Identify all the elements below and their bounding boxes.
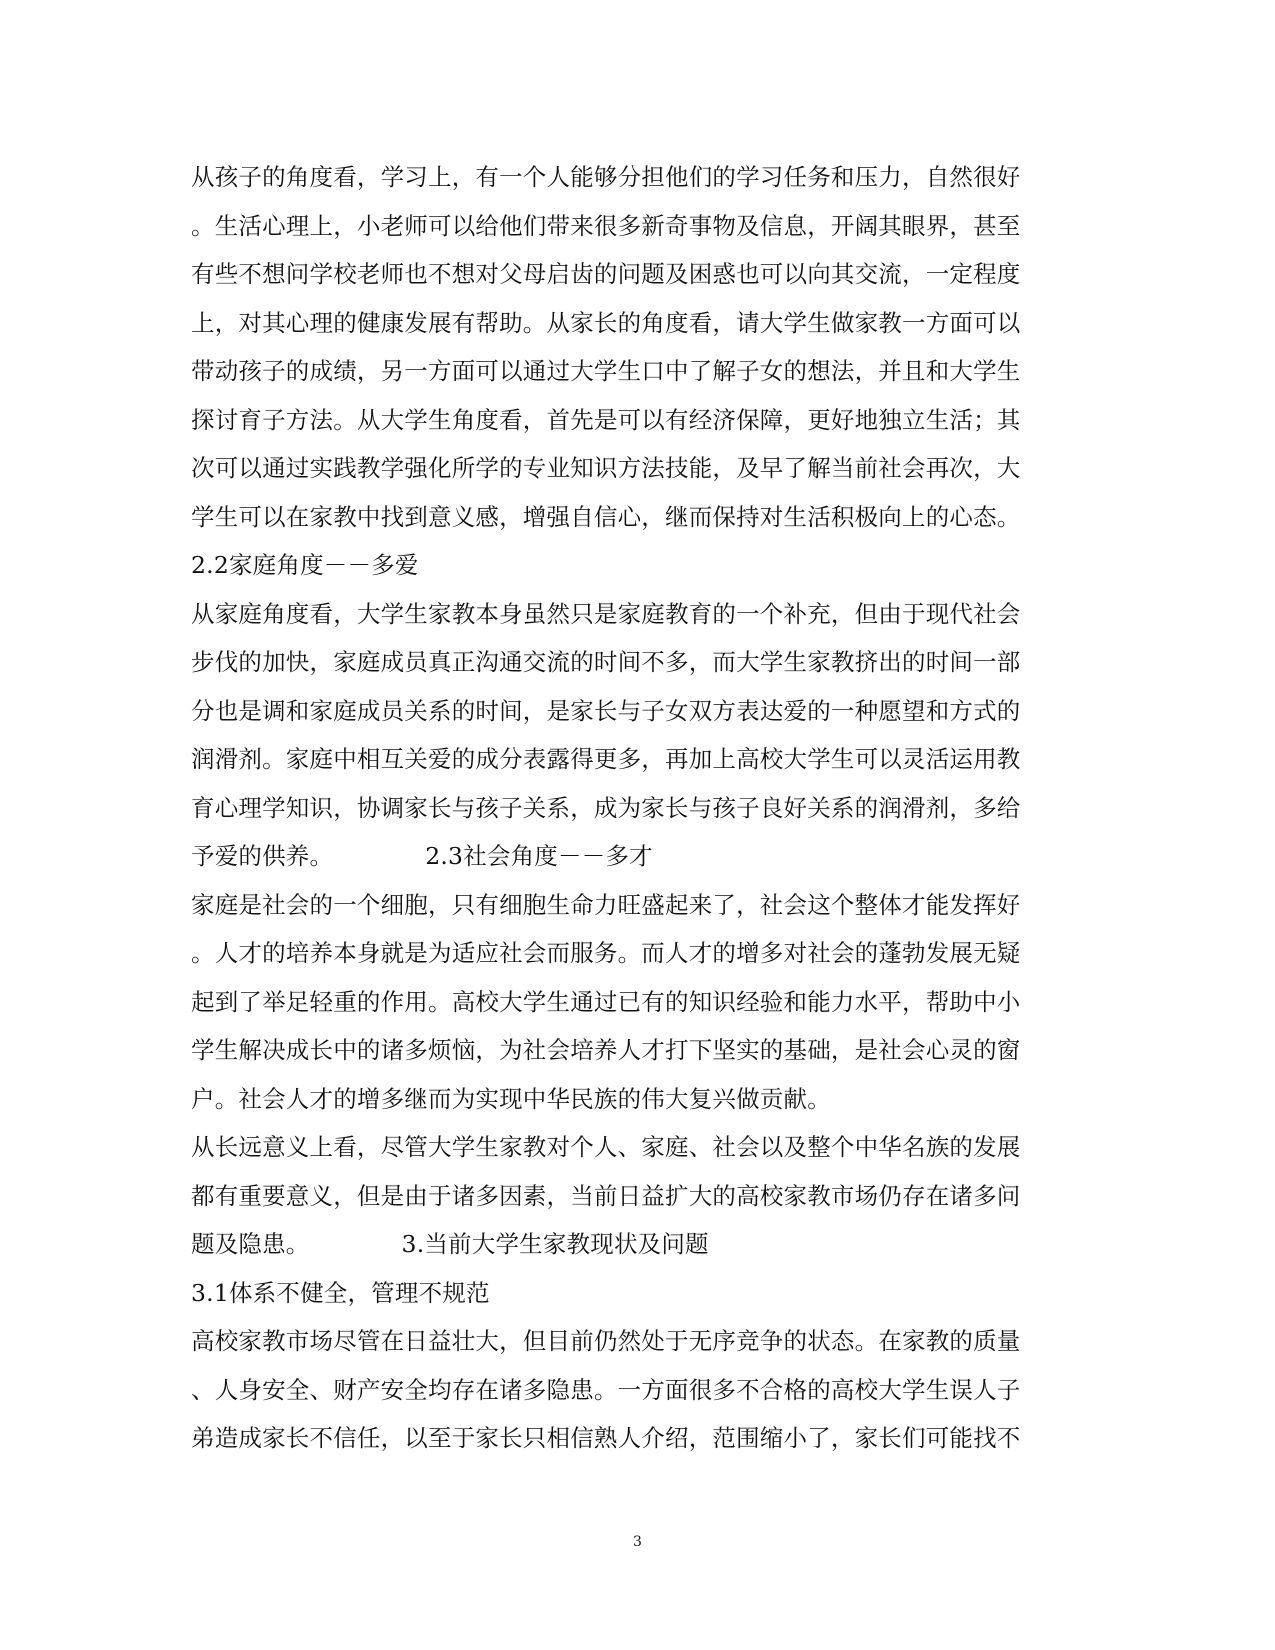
section-heading: 2.2家庭角度－－多爱	[191, 551, 419, 579]
text-line: 学生可以在家教中找到意义感，增强自信心，继而保持对生活积极向上的心态。	[191, 502, 1021, 531]
text-line: 。生活心理上，小老师可以给他们带来很多新奇事物及信息，开阔其眼界，甚至	[191, 211, 1021, 240]
text-line: 次可以通过实践教学强化所学的专业知识方法技能，及早了解当前社会再次，大	[191, 454, 1021, 482]
page-number: 3	[633, 1534, 642, 1550]
text-line: 家庭是社会的一个细胞，只有细胞生命力旺盛起来了，社会这个整体才能发挥好	[191, 890, 1021, 919]
text-line-with-heading: 予爱的供养。 2.3社会角度－－多才	[191, 842, 653, 870]
section-heading: 3.1体系不健全，管理不规范	[191, 1278, 490, 1307]
text-line: 从长远意义上看，尽管大学生家教对个人、家庭、社会以及整个中华名族的发展	[191, 1133, 1021, 1161]
text-line: 带动孩子的成绩，另一方面可以通过大学生口中了解子女的想法，并且和大学生	[191, 357, 1021, 385]
text-line: 有些不想问学校老师也不想对父母启齿的问题及困惑也可以向其交流，一定程度	[191, 260, 1021, 288]
text-line: 、人身安全、财产安全均存在诸多隐患。一方面很多不合格的高校大学生误人子	[191, 1375, 1021, 1404]
text-line: 探讨育子方法。从大学生角度看，首先是可以有经济保障，更好地独立生活；其	[191, 405, 1021, 434]
text-line: 高校家教市场尽管在日益壮大，但目前仍然处于无序竞争的状态。在家教的质量	[191, 1327, 1021, 1355]
text-line: 学生解决成长中的诸多烦恼，为社会培养人才打下坚实的基础，是社会心灵的窗	[191, 1036, 1021, 1064]
body-text	[191, 153, 1091, 1463]
text-line: 分也是调和家庭成员关系的时间，是家长与子女双方表达爱的一种愿望和方式的	[191, 696, 1021, 725]
text-line: 。人才的培养本身就是为适应社会而服务。而人才的增多对社会的蓬勃发展无疑	[191, 939, 1021, 967]
text-line: 育心理学知识，协调家长与孩子关系，成为家长与孩子良好关系的润滑剂，多给	[191, 793, 1021, 822]
text-line: 从孩子的角度看，学习上，有一个人能够分担他们的学习任务和压力，自然很好	[191, 163, 1021, 191]
text-line: 户。社会人才的增多继而为实现中华民族的伟大复兴做贡献。	[191, 1084, 831, 1113]
text-line: 从家庭角度看，大学生家教本身虽然只是家庭教育的一个补充，但由于现代社会	[191, 599, 1021, 628]
text-line: 起到了举足轻重的作用。高校大学生通过已有的知识经验和能力水平，帮助中小	[191, 987, 1021, 1016]
text-line: 弟造成家长不信任，以至于家长只相信熟人介绍，范围缩小了，家长们可能找不	[191, 1424, 1021, 1452]
text-line: 都有重要意义，但是由于诸多因素，当前日益扩大的高校家教市场仍存在诸多问	[191, 1181, 1021, 1210]
text-line: 步伐的加快，家庭成员真正沟通交流的时间不多，而大学生家教挤出的时间一部	[191, 648, 1021, 676]
text-line-with-heading: 题及隐患。 3.当前大学生家教现状及问题	[191, 1230, 709, 1258]
text-line: 上，对其心理的健康发展有帮助。从家长的角度看，请大学生做家教一方面可以	[191, 308, 1021, 337]
text-line: 润滑剂。家庭中相互关爱的成分表露得更多，再加上高校大学生可以灵活运用教	[191, 745, 1021, 773]
